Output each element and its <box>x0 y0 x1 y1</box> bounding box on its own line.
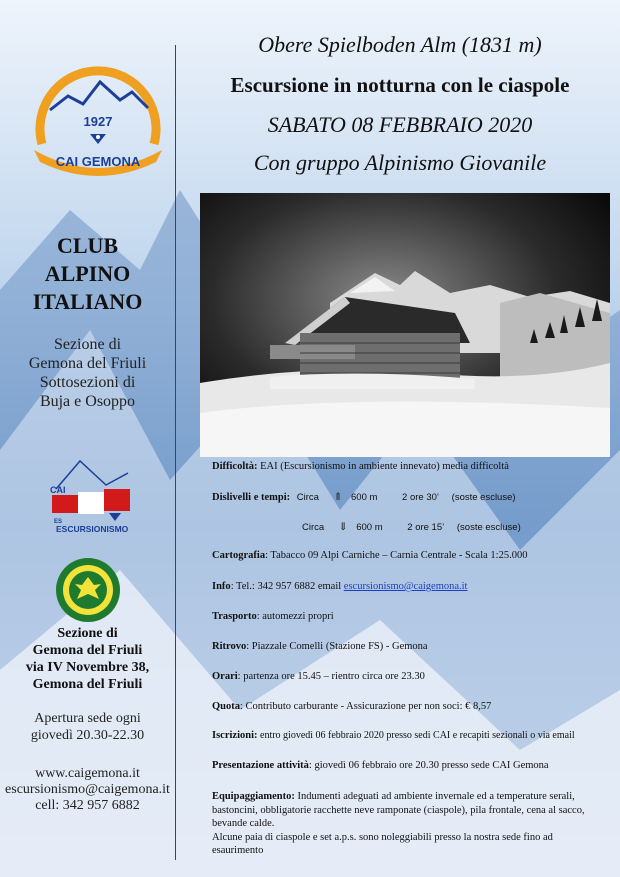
arrow-up-icon: ⇑ <box>333 492 343 503</box>
fee-value: : Contributo carburante - Assicurazione per non soci: € 8,57 <box>240 701 492 712</box>
section-line: Sottosezioni di <box>39 374 136 391</box>
logo-cai-text: CAI <box>50 485 66 495</box>
contact-info <box>0 766 175 814</box>
address-line: Sezione di <box>57 626 118 641</box>
map-value: : Tabacco 09 Alpi Carniche – Carnia Centrale - Scala 1:25.000 <box>265 550 528 561</box>
event-group: Con gruppo Alpinismo Giovanile <box>253 150 547 175</box>
cai-escursionismo-logo <box>48 455 143 535</box>
event-date: SABATO 08 FEBBRAIO 2020 <box>267 112 533 137</box>
down-time: 2 ore 15’ <box>407 522 445 533</box>
section-line: Buja e Osoppo <box>39 393 136 410</box>
transport-value: : automezzi propri <box>256 611 334 622</box>
event-header <box>180 32 620 176</box>
map-label: Cartografia <box>212 550 266 561</box>
down-circa: Circa <box>302 522 325 533</box>
phone-number: cell: 342 957 6882 <box>35 798 140 813</box>
logo-escursionismo-text: ESCURSIONISMO <box>56 524 129 534</box>
difficulty-label: Difficoltà: <box>212 461 258 472</box>
down-note: (soste escluse) <box>456 522 521 533</box>
cai-emblem-icon <box>109 513 121 521</box>
equipment-block <box>212 790 592 858</box>
elevation-up-row <box>212 491 612 503</box>
info-email-link[interactable]: escursionismo@caigemona.it <box>343 581 468 592</box>
event-title: Escursione in notturna con le ciaspole <box>230 73 570 97</box>
transport-label: Trasporto <box>212 611 257 622</box>
address-line: via IV Novembre 38, <box>25 660 150 675</box>
address-line: Gemona del Friuli <box>32 677 143 692</box>
registration-row <box>212 730 612 741</box>
cai-seal-logo <box>55 557 121 623</box>
registration-value: entro giovedì 06 febbraio 2020 presso sedi CAI e recapiti sezionali o via email <box>257 730 575 741</box>
registration-label: Iscrizioni: <box>212 730 258 741</box>
cai-gemona-logo <box>28 58 168 176</box>
info-value: : Tel.: 342 957 6882 email <box>230 581 344 592</box>
vertical-divider <box>175 45 176 860</box>
info-row <box>212 581 612 592</box>
fee-row <box>212 701 612 712</box>
info-label: Info <box>212 581 231 592</box>
club-line: CLUB <box>56 233 119 258</box>
elevation-down-row <box>302 521 620 533</box>
equipment-note: Alcune paia di ciaspole e set a.p.s. sono noleggiabili presso la nostra sede fino ad esaurimento <box>212 831 553 856</box>
hours-line: giovedì 20.30-22.30 <box>30 728 145 743</box>
logo-es-text: ES <box>54 519 63 525</box>
logo-name: CAI GEMONA <box>55 154 141 169</box>
equipment-value: Indumenti adeguati ad ambiente invernale ed a temperature serali, bastoncini, obbligatorie racchette neve ramponate (ciaspole), pila frontale, cena al sacco, bevande calde. <box>212 791 585 829</box>
opening-hours <box>0 710 175 744</box>
email-link[interactable]: escursionismo@caigemona.it <box>5 782 170 797</box>
equipment-label: Equipaggiamento: <box>212 791 295 802</box>
section-address <box>0 625 175 693</box>
map-row <box>212 550 612 561</box>
elevation-label: Dislivelli e tempi: <box>212 492 291 503</box>
schedule-label: Orari <box>212 671 238 682</box>
meeting-value: : Piazzale Comelli (Stazione FS) - Gemona <box>246 641 428 652</box>
up-note: (soste escluse) <box>451 492 516 503</box>
up-elevation: 600 m <box>351 492 378 503</box>
meeting-label: Ritrovo <box>212 641 247 652</box>
address-line: Gemona del Friuli <box>32 643 143 658</box>
club-line: ITALIANO <box>32 289 143 314</box>
club-line: ALPINO <box>44 261 131 286</box>
up-time: 2 ore 30’ <box>402 492 440 503</box>
mountain-hut-photo <box>200 193 610 457</box>
schedule-row <box>212 671 612 682</box>
hours-line: Apertura sede ogni <box>34 711 141 726</box>
presentation-value: : giovedì 06 febbraio ore 20.30 presso sede CAI Gemona <box>308 760 549 771</box>
schedule-value: : partenza ore 15.45 – rientro circa ore 23.30 <box>237 671 425 682</box>
up-circa: Circa <box>296 492 319 503</box>
presentation-label: Presentazione attività <box>212 760 309 771</box>
presentation-row <box>212 760 612 771</box>
club-name <box>0 232 175 316</box>
meeting-row <box>212 641 612 652</box>
down-elevation: 600 m <box>356 522 383 533</box>
website-link[interactable]: www.caigemona.it <box>35 766 140 781</box>
difficulty-row <box>212 461 612 472</box>
section-line: Sezione di <box>53 336 122 353</box>
arrow-down-icon: ⇓ <box>338 522 348 533</box>
section-line: Gemona del Friuli <box>28 355 147 372</box>
difficulty-value: EAI (Escursionismo in ambiente innevato) media difficoltà <box>257 461 509 472</box>
fee-label: Quota <box>212 701 241 712</box>
logo-year: 1927 <box>83 114 113 129</box>
section-info <box>0 335 175 411</box>
transport-row <box>212 611 612 622</box>
cai-emblem-icon <box>90 134 106 144</box>
event-location: Obere Spielboden Alm (1831 m) <box>258 32 542 57</box>
